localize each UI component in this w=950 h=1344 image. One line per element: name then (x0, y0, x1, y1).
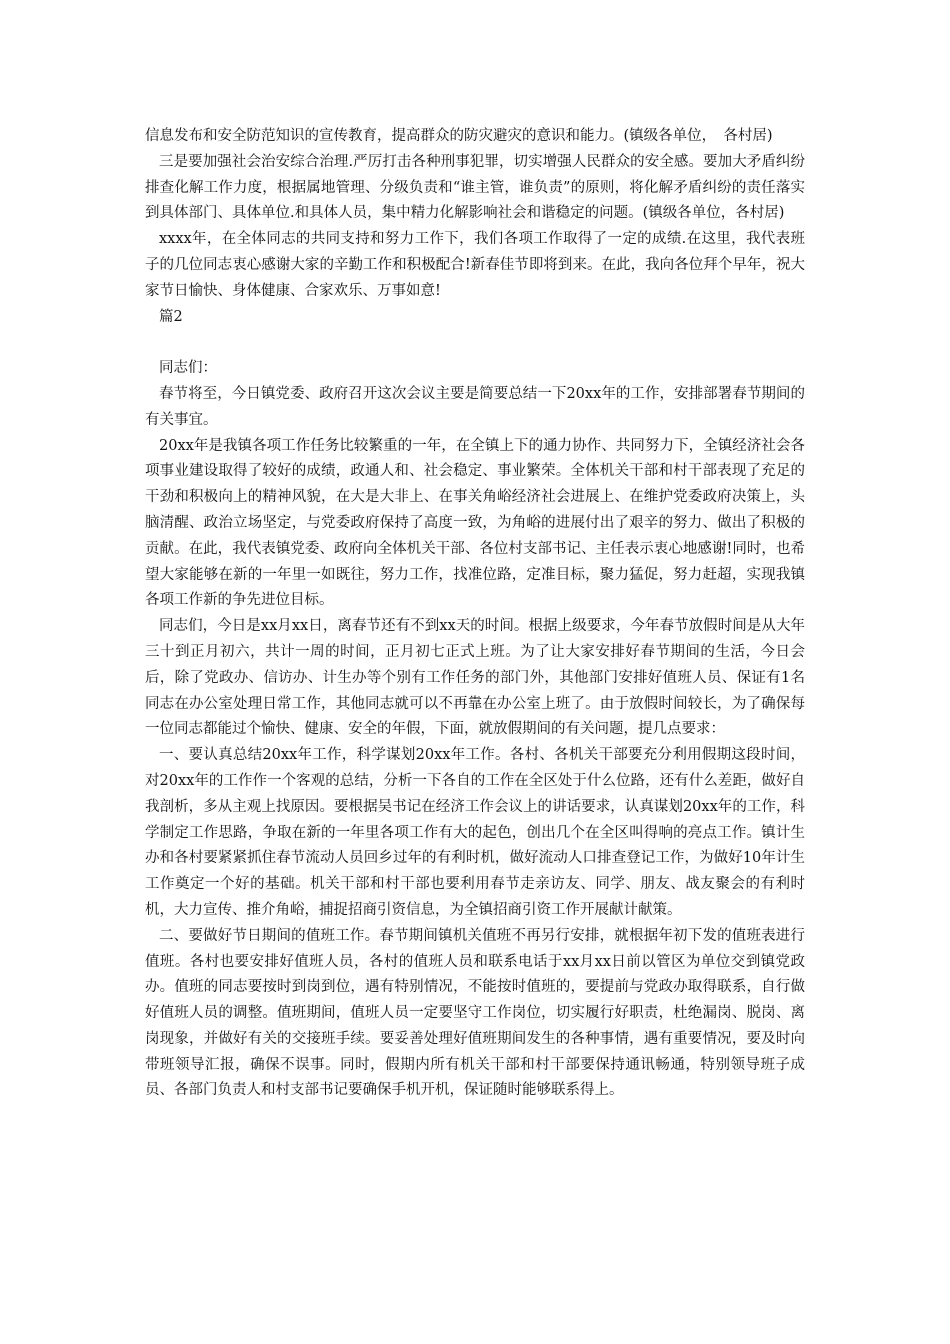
blank-line (145, 330, 805, 356)
paragraph-new-year-thanks: xxxx年，在全体同志的共同支持和努力工作下，我们各项工作取得了一定的成绩.在这里，我代表班子的几位同志衷心感谢大家的辛勤工作和积极配合!新春佳节即将到来。在此，我向各位拜个早年，祝大家节日愉快、身体健康、合家欢乐、万事如意! (145, 231, 805, 299)
document-page (145, 124, 805, 1104)
salutation: 同志们： (159, 360, 217, 377)
paragraph-holiday-schedule: 同志们，今日是xx月xx日，离春节还有不到xx天的时间。根据上级要求，今年春节放假时间是从大年三十到正月初六，共计一周的时间，正月初七正式上班。为了让大家安排好春节期间的生活，今日会后，除了党政办、信访办、计生办等个别有工作任务的部门外，其他部门安排好值班人员、保证有1名同志在办公室处理日常工作，其他同志就可以不再靠在办公室上班了。由于放假时间较长，为了确保每一位同志都能过个愉快、健康、安全的年假，下面，就放假期间的有关问题，提几点要求： (145, 618, 805, 738)
paragraph-requirement-2: 二、要做好节日期间的值班工作。春节期间镇机关值班不再另行安排，就根据年初下发的值班表进行值班。各村也要安排好值班人员，各村的值班人员和联系电话于xx月xx日前以管区为单位交到镇党政办。值班的同志要按时到岗到位，遇有特别情况，不能按时值班的，要提前与党政办取得联系，自行做好值班人员的调整。值班期间，值班人员一定要坚守工作岗位，切实履行好职责，杜绝漏岗、脱岗、离岗现象，并做好有关的交接班手续。要妥善处理好值班期间发生的各种事情，遇有重要情况，要及时向带班领导汇报，确保不误事。同时，假期内所有机关干部和村干部要保持通讯畅通，特别领导班子成员、各部门负责人和村支部书记要确保手机开机，保证随时能够联系得上。 (145, 927, 805, 1099)
section-heading: 篇2 (159, 308, 183, 325)
paragraph-year-review: 20xx年是我镇各项工作任务比较繁重的一年，在全镇上下的通力协作、共同努力下，全镇经济社会各项事业建设取得了较好的成绩，政通人和、社会稳定、事业繁荣。全体机关干部和村干部表现了充足的干劲和积极向上的精神风貌，在大是大非上、在事关角峪经济社会进展上、在维护党委政府决策上，头脑清醒、政治立场坚定，与党委政府保持了高度一致，为角峪的进展付出了艰辛的努力、做出了积极的贡献。在此，我代表镇党委、政府向全体机关干部、各位村支部书记、主任表示衷心地感谢!同时，也希望大家能够在新的一年里一如既往，努力工作，找准位路，定准目标，聚力猛促，努力赶超，实现我镇各项工作新的争先进位目标。 (145, 437, 805, 609)
paragraph-intro: 春节将至，今日镇党委、政府召开这次会议主要是简要总结一下20xx年的工作，安排部署春节期间的有关事宜。 (145, 385, 805, 428)
paragraph-public-security: 三是要加强社会治安综合治理.严厉打击各种刑事犯罪，切实增强人民群众的安全感。要加大矛盾纠纷排查化解工作力度，根据属地管理、分级负责和“谁主管，谁负责”的原则，将化解矛盾纠纷的责任落实到具体部门、具体单位.和具体人员，集中精力化解影响社会和谐稳定的问题。(镇级各单位，各村居) (145, 153, 805, 222)
paragraph-continuation: 信息发布和安全防范知识的宣传教育，提高群众的防灾避灾的意识和能力。(镇级各单位， 各村居) (145, 128, 773, 144)
paragraph-requirement-1: 一、要认真总结20xx年工作，科学谋划20xx年工作。各村、各机关干部要充分利用假期这段时间，对20xx年的工作作一个客观的总结，分析一下各自的工作在全区处于什么位路，还有什么差距，做好自我剖析，多从主观上找原因。要根据吴书记在经济工作会议上的讲话要求，认真谋划20xx年的工作，科学制定工作思路，争取在新的一年里各项工作有大的起色，创出几个在全区叫得响的亮点工作。镇计生办和各村要紧紧抓住春节流动人员回乡过年的有利时机，做好流动人口排查登记工作，为做好10年计生工作奠定一个好的基础。机关干部和村干部也要利用春节走亲访友、同学、朋友、战友聚会的有利时机，大力宣传、推介角峪，捕捉招商引资信息，为全镇招商引资工作开展献计献策。 (145, 747, 805, 918)
